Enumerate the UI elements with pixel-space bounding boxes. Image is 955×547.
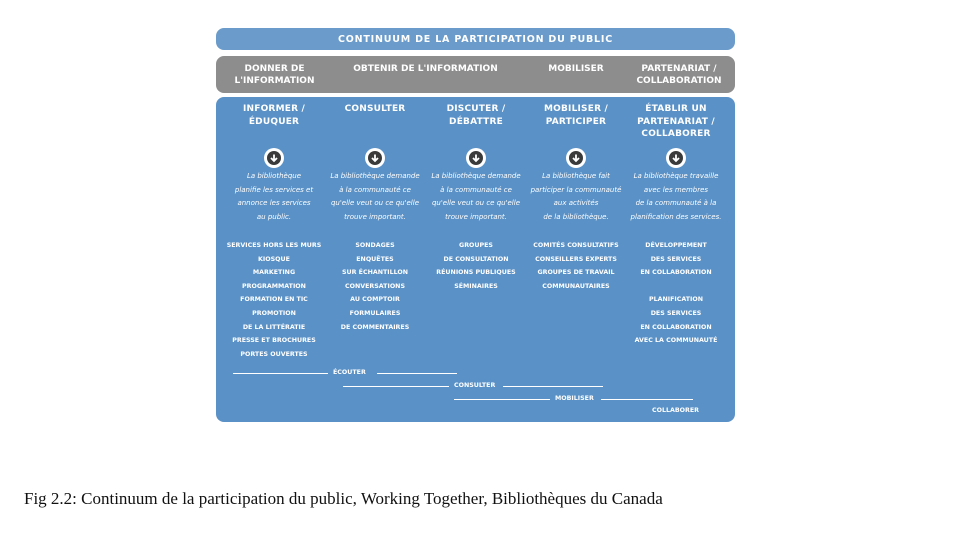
bar-line — [601, 399, 693, 400]
list-item: KIOSQUE — [258, 255, 290, 263]
header-mobiliser — [527, 63, 625, 75]
list-item: FORMULAIRES — [349, 309, 401, 317]
column-description: La bibliothèque demande à la communauté ce qu'elle veut ou ce qu'elle trouve important. — [330, 172, 420, 221]
column-items-mobiliser — [524, 239, 628, 293]
list-item: DE LA LITTÉRATIE — [242, 323, 306, 331]
diagram-title: CONTINUUM DE LA PARTICIPATION DU PUBLIC — [216, 28, 735, 50]
list-item: DES SERVICES — [650, 309, 702, 317]
down-arrow-icon — [264, 148, 284, 168]
column-description: La bibliothèque planifie les services et annonce les services au public. — [234, 172, 314, 221]
column-title-consulter: CONSULTER — [344, 104, 406, 114]
column-items-discuter — [424, 239, 528, 293]
header-partenariat — [624, 63, 734, 87]
main-panel — [216, 97, 735, 422]
continuum-bar-consulter — [216, 381, 735, 391]
bar-line — [377, 373, 457, 374]
column-items-consulter — [323, 239, 427, 334]
down-arrow-icon — [365, 148, 385, 168]
down-arrow-icon — [666, 148, 686, 168]
list-item: DE COMMENTAIRES — [340, 323, 410, 331]
header-bar — [216, 56, 735, 93]
header-label: PARTENARIAT / COLLABORATION — [636, 64, 722, 86]
list-item: AVEC LA COMMUNAUTÉ — [634, 337, 718, 345]
bar-line — [343, 386, 449, 387]
bar-label: ÉCOUTER — [333, 369, 366, 376]
list-item: COMITÉS CONSULTATIFS — [533, 242, 619, 249]
list-item: CONVERSATIONS — [345, 282, 405, 290]
list-item: SERVICES HORS LES MURS — [226, 242, 322, 249]
list-item: AU COMPTOIR — [350, 296, 400, 304]
header-label: OBTENIR DE L'INFORMATION — [353, 64, 498, 74]
bar-label: COLLABORER — [652, 407, 700, 414]
list-item: EN COLLABORATION — [640, 323, 712, 331]
list-item: PROGRAMMATION — [242, 282, 306, 290]
header-obtenir — [333, 63, 518, 75]
continuum-bar-ecouter — [216, 368, 735, 378]
list-item: EN COLLABORATION — [640, 269, 712, 277]
list-item: GROUPES DE TRAVAIL — [537, 269, 615, 277]
column-description: La bibliothèque demande à la communauté ce qu'elle veut ou ce qu'elle trouve important. — [431, 172, 521, 221]
list-item: ENQUÊTES — [356, 255, 394, 263]
column-description: La bibliothèque travaille avec les membres de la communauté à la planification des services. — [630, 172, 722, 221]
column-items-informer — [222, 239, 326, 361]
list-item: SONDAGES — [355, 242, 395, 249]
list-item: COMMUNAUTAIRES — [542, 282, 610, 290]
continuum-bar-mobiliser — [216, 394, 735, 404]
list-item: DES SERVICES — [650, 255, 702, 263]
column-title-informer: INFORMER / ÉDUQUER — [242, 104, 306, 127]
list-item — [624, 280, 728, 294]
column-description: La bibliothèque fait participer la communauté aux activités de la bibliothèque. — [530, 172, 622, 221]
bar-line — [233, 373, 328, 374]
continuum-bar-collaborer — [216, 406, 735, 416]
figure-caption: Fig 2.2: Continuum de la participation du public, Working Together, Bibliothèques du Canada — [24, 489, 663, 508]
column-title-etablir: ÉTABLIR UN PARTENARIAT / COLLABORER — [637, 104, 715, 139]
column-title-mobiliser: MOBILISER / PARTICIPER — [543, 104, 609, 127]
list-item: DE CONSULTATION — [443, 255, 509, 263]
list-item: PORTES OUVERTES — [240, 350, 308, 358]
bar-label: CONSULTER — [454, 382, 496, 389]
header-label: MOBILISER — [548, 64, 604, 74]
header-donner — [216, 63, 333, 87]
bar-label: MOBILISER — [555, 395, 594, 402]
column-title-discuter: DISCUTER / DÉBATTRE — [446, 104, 506, 127]
list-item: GROUPES — [459, 242, 493, 249]
bar-line — [503, 386, 603, 387]
down-arrow-icon — [566, 148, 586, 168]
list-item: SÉMINAIRES — [454, 282, 498, 290]
list-item: PRESSE ET BROCHURES — [232, 337, 316, 345]
list-item: RÉUNIONS PUBLIQUES — [436, 269, 516, 277]
header-label: DONNER DE L'INFORMATION — [234, 64, 315, 86]
list-item: SUR ÉCHANTILLON — [341, 269, 409, 277]
list-item: PROMOTION — [252, 309, 296, 317]
column-items-etablir — [624, 239, 728, 348]
down-arrow-icon — [466, 148, 486, 168]
list-item: MARKETING — [252, 269, 296, 277]
list-item: FORMATION EN TIC — [240, 296, 308, 304]
list-item: PLANIFICATION — [648, 296, 704, 304]
bar-line — [454, 399, 550, 400]
list-item: CONSEILLERS EXPERTS — [535, 255, 617, 263]
list-item: DÉVELOPPEMENT — [645, 242, 707, 249]
